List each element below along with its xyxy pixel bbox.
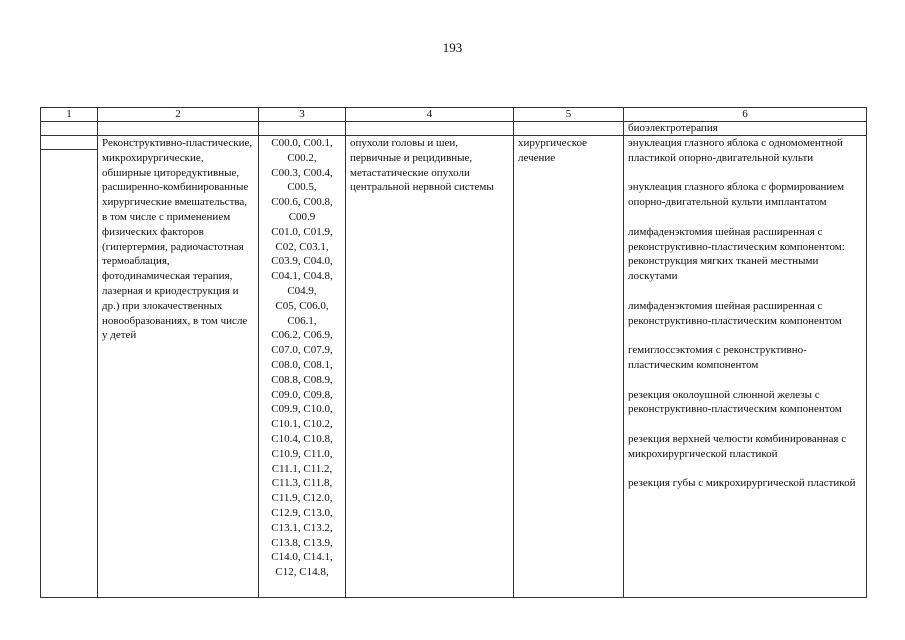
icd-codes-cell — [259, 136, 346, 598]
icd-code-line: C14.0, C14.1, — [271, 551, 333, 564]
header-cell-4: 4 — [346, 108, 514, 122]
icd-code-line: C00.9 — [288, 210, 316, 223]
icd-codes-list — [261, 136, 343, 580]
icd-code-line: C13.1, C13.2, — [271, 521, 333, 534]
cont-cell-3 — [259, 122, 346, 136]
icd-code-line: C00.6, C00.8, — [271, 196, 333, 209]
icd-code-line: C00.2, — [287, 151, 317, 164]
icd-code-line: C11.1, C11.2, — [271, 462, 333, 475]
procedure-item: гемиглоссэктомия с реконструктивно-пластическим компонентом — [628, 344, 807, 371]
icd-code-line: C09.9, C10.0, — [271, 403, 333, 416]
page-number: 193 — [442, 40, 463, 55]
cont-cell-5 — [514, 122, 624, 136]
icd-code-line: C10.4, C10.8, — [271, 432, 333, 445]
icd-code-line: C00.0, C00.1, — [271, 137, 333, 149]
icd-code-line: C10.1, C10.2, — [271, 418, 333, 431]
cont-cell-6: биоэлектротерапия — [624, 122, 867, 136]
header-row — [41, 108, 867, 122]
icd-code-line: C08.0, C08.1, — [271, 358, 333, 371]
cont-cell-4 — [346, 122, 514, 136]
cont-cell-1 — [41, 122, 98, 136]
header-cell-6: 6 — [624, 108, 867, 122]
icd-code-line: C04.1, C04.8, — [271, 270, 333, 283]
icd-code-line: C12.9, C13.0, — [271, 506, 333, 519]
icd-code-line: C06.2, C06.9, — [271, 329, 333, 342]
icd-code-line: C05, C06.0, — [275, 299, 329, 312]
row-cell-4: опухоли головы и шеи, первичные и рецидивные, метастатические опухоли центральной нервной системы — [346, 136, 514, 598]
icd-code-line: C00.3, C00.4, — [271, 166, 333, 179]
procedures-cell — [624, 136, 867, 598]
procedure-item: лимфаденэктомия шейная расширенная с реконструктивно-пластическим компонентом: реконструкция мягких тканей местными лоскутами — [628, 225, 845, 283]
procedure-item: резекция верхней челюсти комбинированная с микрохирургической пластикой — [628, 432, 847, 460]
procedure-item: энуклеация глазного яблока с одномоментной пластикой опорно-двигательной культи — [628, 137, 843, 164]
icd-code-line: C00.5, — [287, 181, 317, 194]
header-cell-5: 5 — [514, 108, 624, 122]
row-cell-1 — [41, 136, 98, 598]
header-cell-1: 1 — [41, 108, 98, 122]
header-cell-3: 3 — [259, 108, 346, 122]
row-cell-2: Реконструктивно-пластические, микрохирургические, обширные циторедуктивные, расширенно-комбинированные хирургические вмешательства, в том числе с применением физических факторов (гипертермия, радиочастотная термоаблация, фотодинамическая терапия, лазерная и криодеструкция и др.) при злокачественных новообразованиях, в том числе у детей — [98, 136, 259, 598]
procedure-item: энуклеация глазного яблока с формированием опорно-двигательной культи имплантатом — [628, 181, 845, 209]
icd-code-line: C10.9, C11.0, — [271, 447, 333, 460]
procedures-list — [628, 136, 862, 491]
icd-code-line: C03.9, C04.0, — [271, 255, 333, 268]
icd-code-line: C11.9, C12.0, — [271, 492, 333, 505]
continuation-row — [41, 122, 867, 136]
medical-procedures-table — [40, 107, 867, 598]
icd-code-line: C06.1, — [287, 314, 317, 327]
procedure-item: резекция губы с микрохирургической пластикой — [628, 477, 856, 490]
inner-divider — [41, 136, 97, 150]
icd-code-line: C12, C14.8, — [275, 566, 329, 579]
icd-code-line: C02, C03.1, — [275, 240, 329, 253]
icd-code-line: C04.9, — [287, 284, 317, 297]
icd-code-line: C08.8, C08.9, — [271, 373, 333, 386]
cont-cell-2 — [98, 122, 259, 136]
icd-code-line: C11.3, C11.8, — [271, 477, 333, 490]
procedure-item: лимфаденэктомия шейная расширенная с реконструктивно-пластическим компонентом — [628, 299, 842, 327]
procedure-item: резекция околоушной слюнной железы с реконструктивно-пластическим компонентом — [628, 388, 842, 416]
icd-code-line: C07.0, C07.9, — [271, 344, 333, 357]
icd-code-line: C01.0, C01.9, — [271, 225, 333, 238]
table-row — [41, 136, 867, 598]
row-cell-5: хирургическое лечение — [514, 136, 624, 598]
icd-code-line: C09.0, C09.8, — [271, 388, 333, 401]
header-cell-2: 2 — [98, 108, 259, 122]
icd-code-line: C13.8, C13.9, — [271, 536, 333, 549]
